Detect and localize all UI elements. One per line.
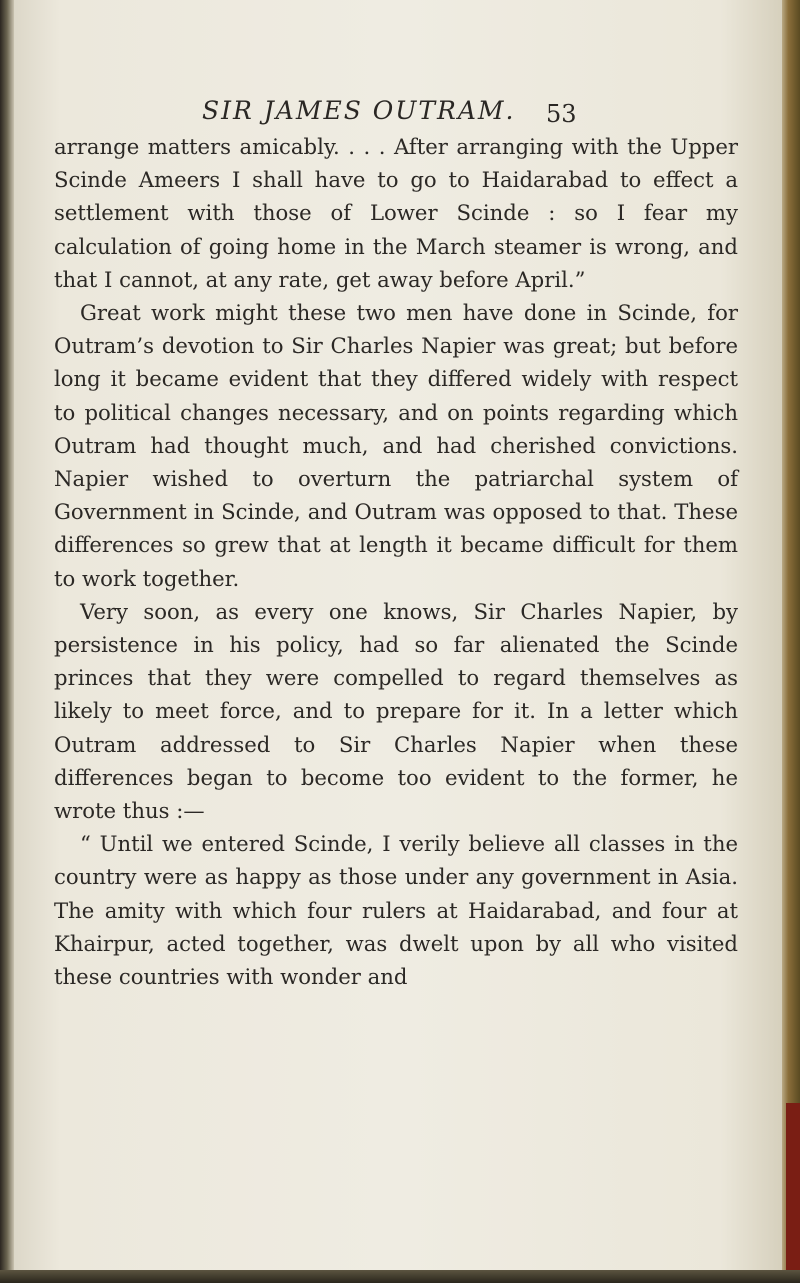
book-cover-cloth	[786, 1103, 800, 1283]
paragraph: Great work might these two men have done in Scinde, for Outram’s devotion to Sir Charles Napier was great; but before long it became evident that they differed widely with respect to political changes necessary, and on points regarding which Outram had thought much, and had cherished convictions. Napier wished to overturn the patriarchal system of Government in Scinde, and Outram was opposed to that. These differences so grew that at length it became difficult for them to work together.	[54, 300, 738, 591]
paragraph-continued: arrange matters amicably. . . . After arranging with the Upper Scinde Ameers I shall have to go to Haidarabad to effect a settlement with those of Lower Scinde : so I fear my calculation of going home in the March steamer is wrong, and that I cannot, at any rate, get away before April.”	[54, 134, 738, 292]
paragraph: Very soon, as every one knows, Sir Charles Napier, by persistence in his policy, had so far alienated the Scinde princes that they were compelled to regard themselves as likely to meet force, and to prepare for it. In a letter which Outram addressed to Sir Charles Napier when these differences began to become too evident to the former, he wrote thus :—	[54, 598, 738, 824]
paragraph-quotation: “ Until we entered Scinde, I verily believe all classes in the country were as happy as those under any government in Asia. The amity with which four rulers at Haidarabad, and four at Khairpur, acted together, was dwelt upon by all who visited these countries with wonder and	[54, 831, 738, 990]
running-head	[14, 96, 782, 132]
book-spine-shadow	[0, 0, 14, 1283]
book-bottom-edge	[0, 1270, 800, 1283]
page-number: 53	[546, 100, 577, 128]
running-head-title: SIR JAMES OUTRAM.	[202, 96, 516, 125]
book-cover-edge	[782, 0, 800, 1283]
book-page	[14, 0, 782, 1270]
body-text	[54, 130, 738, 993]
